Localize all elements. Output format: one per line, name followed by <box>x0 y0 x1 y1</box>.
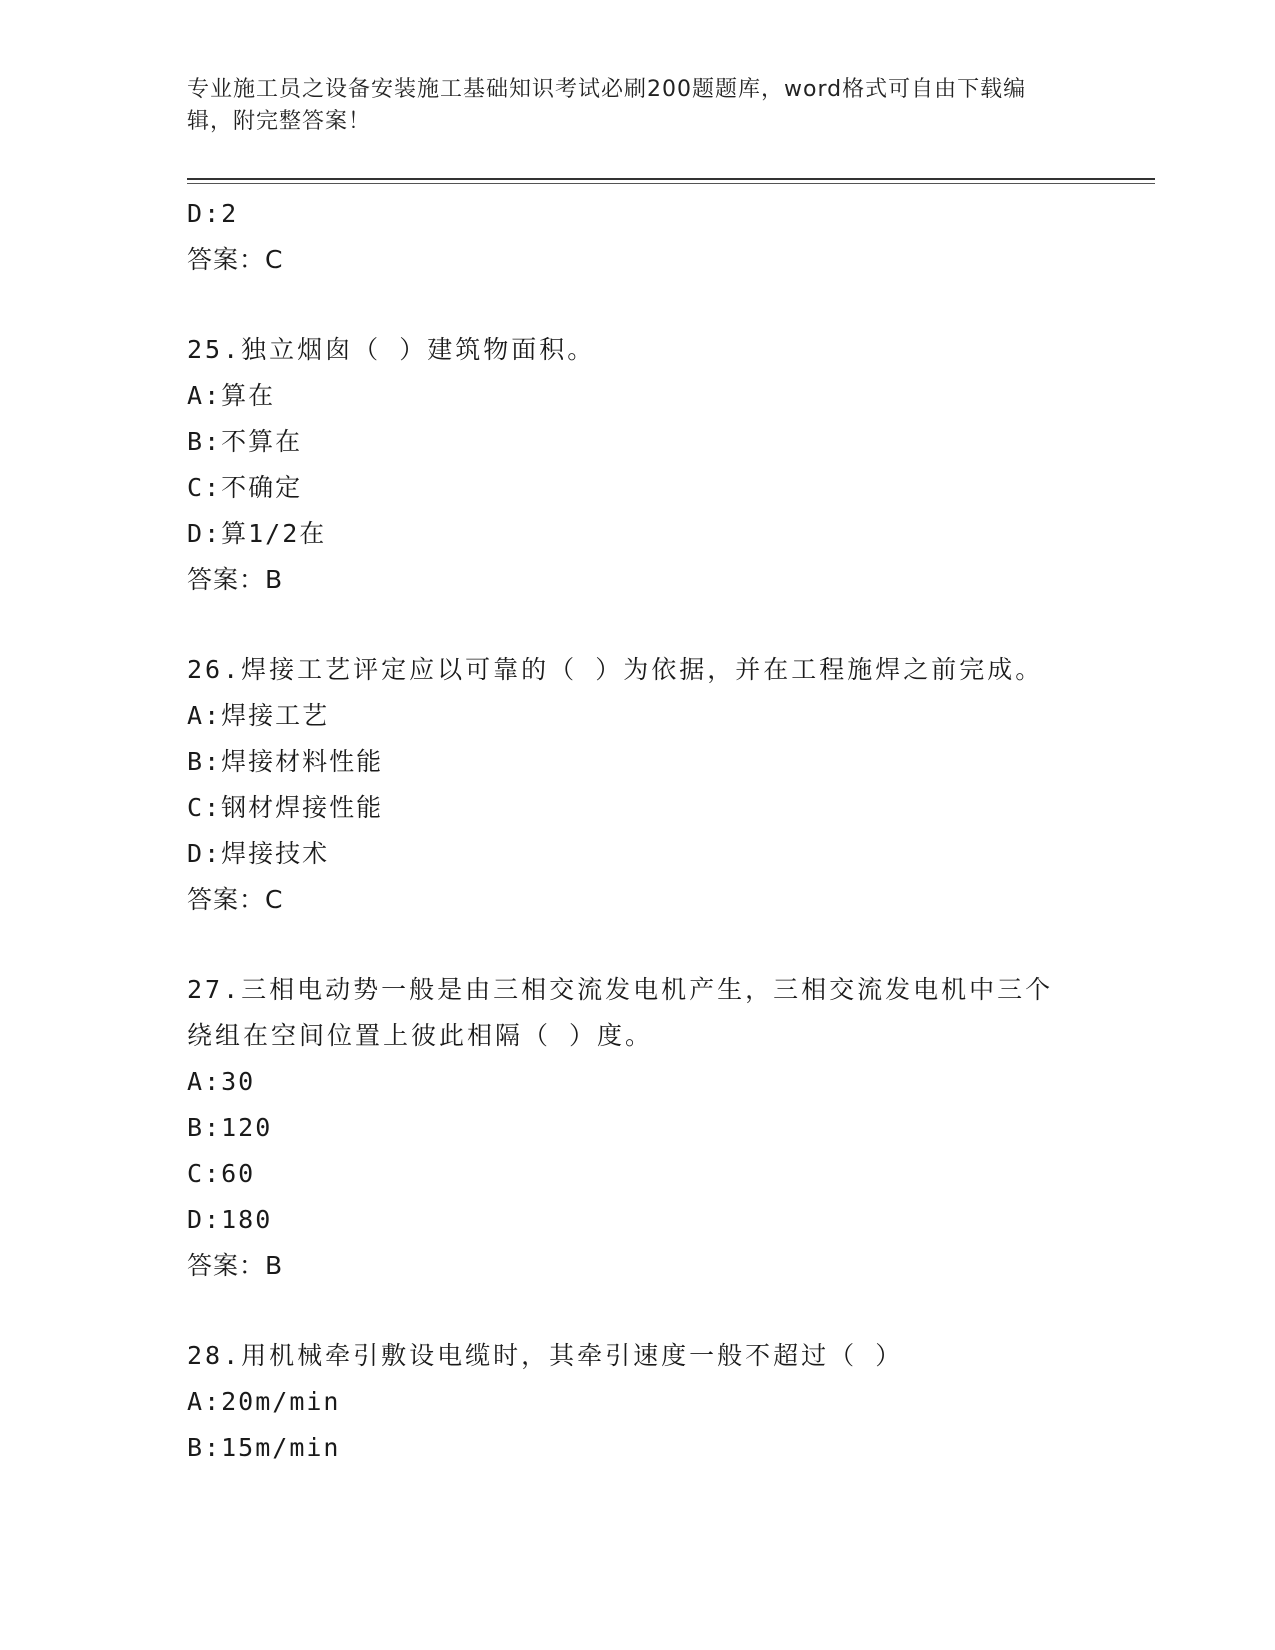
option-text: 焊接工艺 <box>221 701 330 730</box>
option-line <box>187 1059 1087 1105</box>
option-label: D <box>187 1205 205 1234</box>
question-title <box>187 967 1067 1059</box>
option-label: C <box>187 793 205 822</box>
answer-line <box>187 877 1087 923</box>
option-text: 不算在 <box>221 427 303 456</box>
option-text: 焊接材料性能 <box>221 747 384 776</box>
option-line <box>187 1379 1087 1425</box>
header-divider-thick <box>187 178 1155 180</box>
option-label: D <box>187 519 205 548</box>
option-separator: : <box>204 1113 222 1142</box>
option-text: 2 <box>221 199 239 228</box>
option-label: A <box>187 381 205 410</box>
option-separator: : <box>204 1067 222 1096</box>
question-number: 27. <box>187 975 242 1004</box>
option-line <box>187 831 1087 877</box>
question-number: 26. <box>187 655 242 684</box>
option-line <box>187 785 1087 831</box>
answer-prefix: 答案： <box>187 565 266 594</box>
option-label: A <box>187 1067 205 1096</box>
option-text: 算在 <box>221 381 276 410</box>
option-label: B <box>187 1113 205 1142</box>
option-text: 20m/min <box>221 1387 341 1416</box>
document-body <box>187 191 1087 1471</box>
answer-value: C <box>265 245 284 274</box>
option-line <box>187 1425 1087 1471</box>
option-text: 30 <box>221 1067 256 1096</box>
option-separator: : <box>204 1159 222 1188</box>
document-title: 专业施工员之设备安装施工基础知识考试必刷200题题库，word格式可自由下载编辑，附完整答案！ <box>187 77 1027 134</box>
answer-line <box>187 237 1087 283</box>
option-separator: : <box>204 747 222 776</box>
option-text: 15m/min <box>221 1433 341 1462</box>
option-line <box>187 373 1087 419</box>
option-label: B <box>187 747 205 776</box>
answer-prefix: 答案： <box>187 245 266 274</box>
option-separator: : <box>204 1387 222 1416</box>
option-text: 算1/2在 <box>221 519 327 548</box>
answer-value: C <box>265 885 284 914</box>
header-divider-thin <box>187 183 1155 184</box>
option-line <box>187 1197 1087 1243</box>
option-line <box>187 511 1087 557</box>
question-number: 28. <box>187 1341 242 1370</box>
option-text: 焊接技术 <box>221 839 330 868</box>
option-separator: : <box>204 793 222 822</box>
option-separator: : <box>204 701 222 730</box>
answer-line <box>187 557 1087 603</box>
option-text: 60 <box>221 1159 256 1188</box>
option-label: B <box>187 1433 205 1462</box>
question-number: 25. <box>187 335 242 364</box>
option-text: 180 <box>221 1205 273 1234</box>
option-text: 不确定 <box>221 473 303 502</box>
question-text: 焊接工艺评定应以可靠的（ ）为依据，并在工程施焊之前完成。 <box>241 655 1044 684</box>
option-label: C <box>187 473 205 502</box>
question-text: 独立烟囱（ ）建筑物面积。 <box>241 335 596 364</box>
option-text: 钢材焊接性能 <box>221 793 384 822</box>
question-title <box>187 1333 1067 1379</box>
option-separator: : <box>204 473 222 502</box>
option-line <box>187 1105 1087 1151</box>
option-text: 120 <box>221 1113 273 1142</box>
answer-prefix: 答案： <box>187 1251 266 1280</box>
answer-prefix: 答案： <box>187 885 266 914</box>
question-text: 用机械牵引敷设电缆时，其牵引速度一般不超过（ ） <box>241 1341 904 1370</box>
option-separator: : <box>204 381 222 410</box>
option-line <box>187 419 1087 465</box>
option-label: A <box>187 1387 205 1416</box>
option-separator: : <box>204 519 222 548</box>
option-label: D <box>187 199 205 228</box>
option-line <box>187 693 1087 739</box>
answer-value: B <box>265 565 284 594</box>
question-text: 三相电动势一般是由三相交流发电机产生，三相交流发电机中三个绕组在空间位置上彼此相隔（ ）度。 <box>187 975 1054 1050</box>
option-separator: : <box>204 199 222 228</box>
answer-value: B <box>265 1251 284 1280</box>
option-label: D <box>187 839 205 868</box>
option-line <box>187 1151 1087 1197</box>
option-label: A <box>187 701 205 730</box>
option-separator: : <box>204 839 222 868</box>
option-line <box>187 191 1087 237</box>
document-header <box>187 74 1067 138</box>
question-title <box>187 327 1067 373</box>
option-label: B <box>187 427 205 456</box>
option-line <box>187 465 1087 511</box>
option-separator: : <box>204 1433 222 1462</box>
answer-line <box>187 1243 1087 1289</box>
option-line <box>187 739 1087 785</box>
question-title <box>187 647 1067 693</box>
option-separator: : <box>204 427 222 456</box>
option-label: C <box>187 1159 205 1188</box>
option-separator: : <box>204 1205 222 1234</box>
